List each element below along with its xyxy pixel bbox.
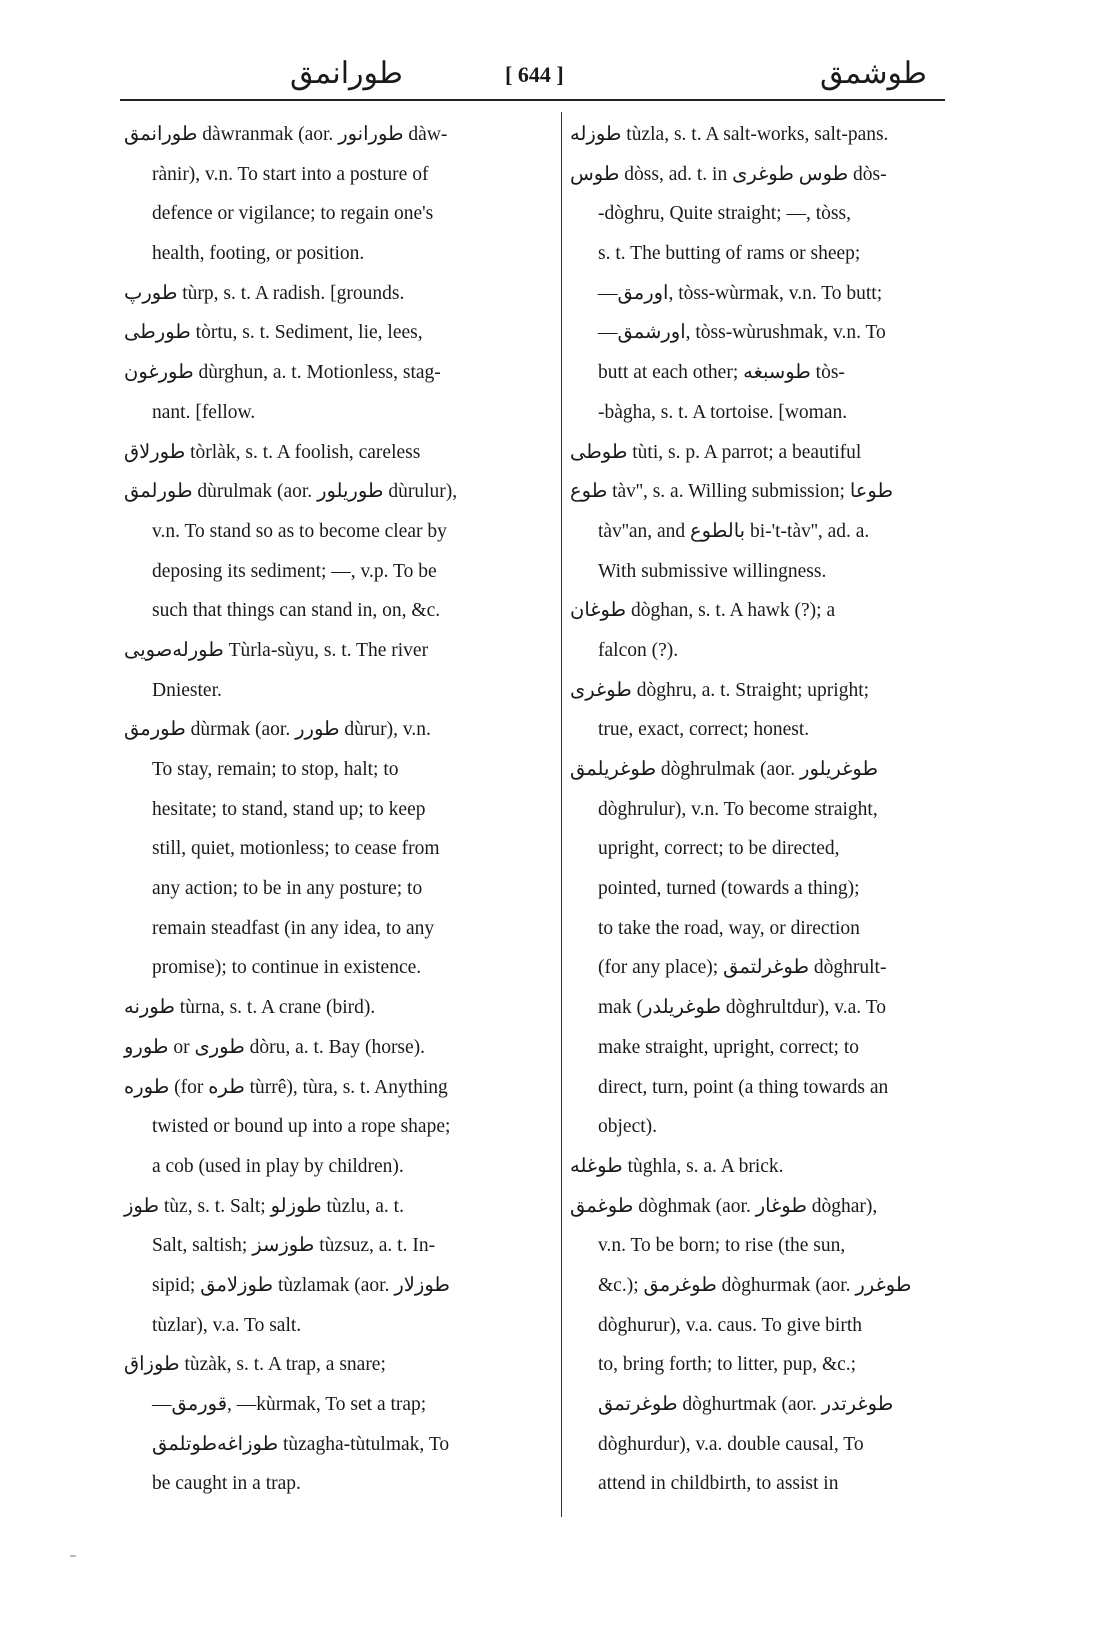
- entry-line: طوغریلمق dòghrulmak (aor. طوغریلور: [570, 759, 878, 780]
- entry-line: promise); to continue in existence.: [152, 957, 422, 979]
- page-header: [120, 52, 945, 100]
- entry-line: true, exact, correct; honest.: [598, 719, 810, 741]
- entry-line: طورنه tùrna, s. t. A crane (bird).: [124, 997, 376, 1019]
- entry-line: make straight, upright, correct; to: [598, 1036, 860, 1058]
- entry-line: طورلاق tòrlàk, s. t. A foolish, careless: [124, 441, 421, 463]
- entry-line: طوره (for طره tùrrê), tùra, s. t. Anything: [124, 1076, 448, 1098]
- entry-line: dòghurur), v.a. caus. To give birth: [598, 1314, 862, 1336]
- entry-line: With submissive willingness.: [598, 560, 827, 582]
- entry-line: dòghrulur), v.n. To become straight,: [598, 798, 878, 820]
- entry-line: طوزله tùzla, s. t. A salt-works, salt-pans.: [570, 124, 889, 145]
- entry-line: —قورمق, —kùrmak, To set a trap;: [152, 1394, 427, 1415]
- entry-line: rànir), v.n. To start into a posture of: [152, 163, 429, 185]
- entry-line: طورغون dùrghun, a. t. Motionless, stag-: [124, 362, 441, 384]
- entry-line: twisted or bound up into a rope shape;: [152, 1116, 451, 1138]
- entry-line: hesitate; to stand, stand up; to keep: [152, 798, 426, 820]
- entry-line: طوزاق tùzàk, s. t. A trap, a snare;: [124, 1354, 386, 1376]
- entry-line: طوغله tùghla, s. a. A brick.: [570, 1155, 784, 1177]
- header-left-word: طورانمق: [290, 57, 403, 90]
- entry-line: mak (طوغریلدر dòghrultdur), v.a. To: [598, 997, 886, 1019]
- column-divider: [561, 112, 562, 1517]
- entry-line: any action; to be in any posture; to: [152, 878, 423, 900]
- entry-line: still, quiet, motionless; to cease from: [152, 838, 440, 860]
- entry-line: Salt, saltish; طوزسز tùzsuz, a. t. In-: [152, 1235, 436, 1257]
- entry-line: -bàgha, s. t. A tortoise. [woman.: [598, 401, 848, 423]
- entry-line: dòghurdur), v.a. double causal, To: [598, 1433, 864, 1455]
- entry-line: object).: [598, 1116, 658, 1138]
- entry-line: v.n. To be born; to rise (the sun,: [598, 1235, 846, 1257]
- entry-line: طوغرتمق dòghurtmak (aor. طوغرتدر: [598, 1394, 894, 1415]
- page-number: [ 644 ]: [505, 62, 564, 87]
- entry-line: طوغان dòghan, s. t. A hawk (?); a: [570, 600, 836, 622]
- entry-line: s. t. The butting of rams or sheep;: [598, 243, 861, 265]
- entry-line: —اورمق, tòss-wùrmak, v.n. To butt;: [598, 282, 883, 304]
- entry-line: طورانمق dàwranmak (aor. طورانور dàw-: [124, 124, 448, 145]
- entry-line: —اورشمق, tòss-wùrushmak, v.n. To: [598, 322, 886, 344]
- entry-line: v.n. To stand so as to become clear by: [152, 520, 447, 542]
- entry-line: طورطی tòrtu, s. t. Sediment, lie, lees,: [124, 322, 423, 344]
- entry-line: طوس dòss, ad. t. in طوس طوغری dòs-: [570, 163, 887, 185]
- entry-line: falcon (?).: [598, 639, 679, 661]
- entry-line: طورپ tùrp, s. t. A radish. [grounds.: [124, 282, 405, 304]
- entry-line: sipid; طوزلامق tùzlamak (aor. طوزلار: [152, 1274, 450, 1296]
- entry-line: to take the road, way, or direction: [598, 917, 860, 939]
- entry-line: طوزاغەطوتلمق tùzagha-tùtulmak, To: [152, 1433, 450, 1455]
- entry-line: pointed, turned (towards a thing);: [598, 878, 860, 900]
- margin-mark: [70, 1555, 76, 1557]
- entry-line: &c.); طوغرمق dòghurmak (aor. طوغرر: [598, 1274, 912, 1296]
- entry-line: be caught in a trap.: [152, 1473, 301, 1495]
- entry-line: defence or vigilance; to regain one's: [152, 203, 434, 225]
- entry-line: -dòghru, Quite straight; —, tòss,: [598, 203, 851, 225]
- entry-line: Dniester.: [152, 679, 222, 701]
- entry-line: طوز tùz, s. t. Salt; طوزلو tùzlu, a. t.: [124, 1195, 404, 1217]
- left-column: [124, 115, 544, 1504]
- header-rule: [120, 99, 945, 101]
- entry-line: butt at each other; طوسبغه tòs-: [598, 362, 845, 384]
- entry-line: to, bring forth; to litter, pup, &c.;: [598, 1354, 857, 1376]
- entry-line: (for any place); طوغرلتمق dòghrult-: [598, 957, 887, 979]
- entry-line: nant. [fellow.: [152, 401, 256, 423]
- entry-line: attend in childbirth, to assist in: [598, 1473, 839, 1495]
- entry-line: To stay, remain; to stop, halt; to: [152, 759, 399, 780]
- entry-line: طورو or طوری dòru, a. t. Bay (horse).: [124, 1036, 426, 1058]
- entry-line: طورلەصویی Tùrla-sùyu, s. t. The river: [124, 639, 429, 661]
- entry-line: deposing its sediment; —, v.p. To be: [152, 560, 437, 582]
- entry-line: tùzlar), v.a. To salt.: [152, 1314, 302, 1336]
- entry-line: health, footing, or position.: [152, 243, 365, 265]
- header-right-word: طوشمق: [820, 57, 927, 90]
- entry-line: direct, turn, point (a thing towards an: [598, 1076, 889, 1098]
- entry-line: طورلمق dùrulmak (aor. طوریلور dùrulur),: [124, 481, 458, 503]
- entry-line: tàv''an, and بالطوع bi-'t-tàv'', ad. a.: [598, 520, 870, 542]
- entry-line: طوغمق dòghmak (aor. طوغار dòghar),: [570, 1195, 878, 1217]
- right-column: [570, 115, 942, 1504]
- entry-line: upright, correct; to be directed,: [598, 838, 840, 860]
- entry-line: طوغری dòghru, a. t. Straight; upright;: [570, 679, 870, 701]
- entry-line: طوطی tùti, s. p. A parrot; a beautiful: [570, 441, 862, 463]
- entry-line: طوع tàv'', s. a. Willing submission; طوعا: [570, 481, 894, 503]
- entry-line: such that things can stand in, on, &c.: [152, 600, 441, 622]
- entry-line: طورمق dùrmak (aor. طورر dùrur), v.n.: [124, 719, 431, 741]
- entry-line: remain steadfast (in any idea, to any: [152, 917, 435, 939]
- entry-line: a cob (used in play by children).: [152, 1155, 404, 1177]
